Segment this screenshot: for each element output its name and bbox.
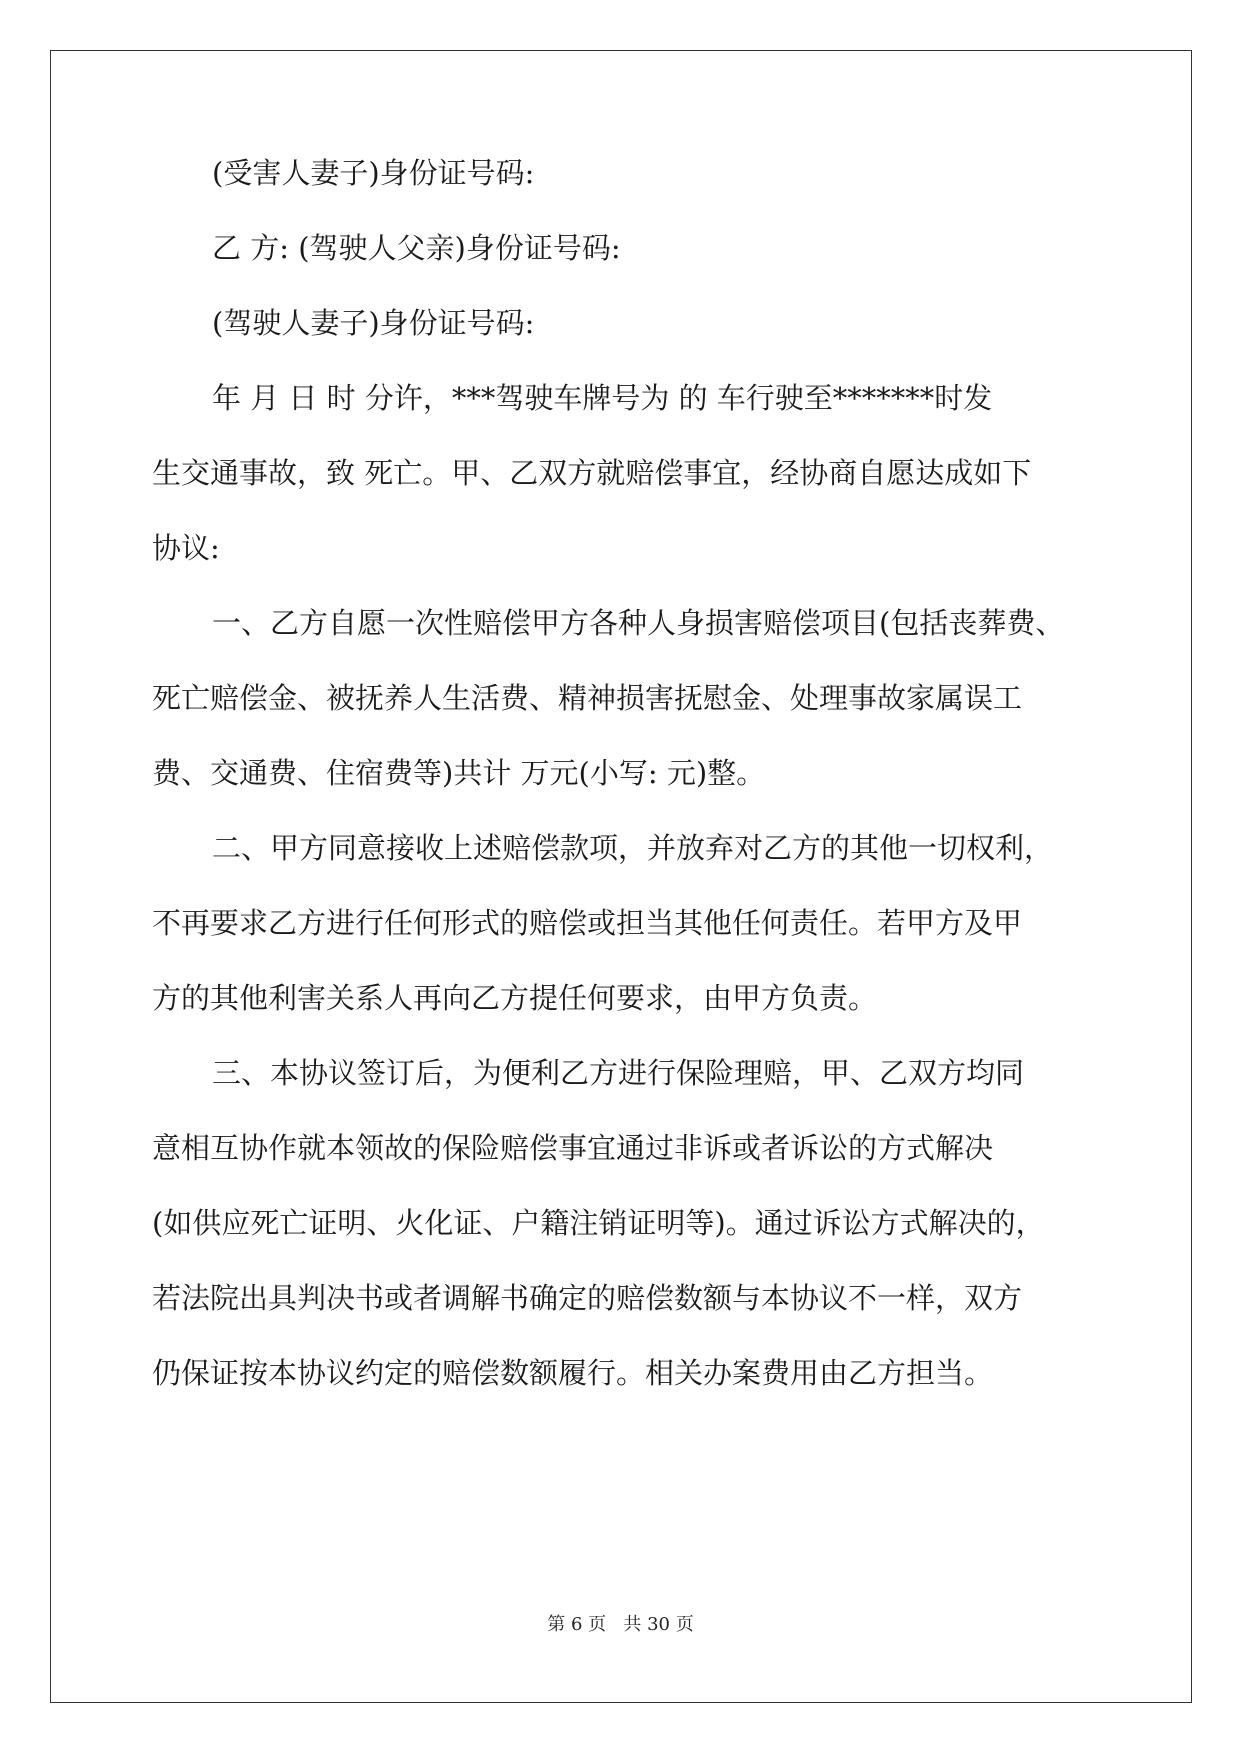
page-number-footer: 第 6 页 共 30 页 bbox=[547, 1614, 694, 1635]
clause-two-line-1: 二、甲方同意接收上述赔偿款项，并放弃对乙方的其他一切权利， bbox=[212, 831, 1054, 865]
accident-paragraph-line-1: 年 月 日 时 分许，***驾驶车牌号为 的 车行驶至*******时发 bbox=[212, 381, 993, 415]
clause-three-line-1: 三、本协议签订后，为便利乙方进行保险理赔，甲、乙双方均同 bbox=[212, 1056, 1025, 1090]
accident-paragraph-line-3: 协议: bbox=[152, 531, 220, 565]
clause-three-line-2: 意相互协作就本领故的保险赔偿事宜通过非诉或者诉讼的方式解决 bbox=[152, 1131, 994, 1165]
page-border bbox=[50, 50, 1192, 1703]
clause-one-line-2: 死亡赔偿金、被抚养人生活费、精神损害抚慰金、处理事故家属误工 bbox=[152, 681, 1023, 715]
victim-wife-id-line: (受害人妻子)身份证号码: bbox=[212, 156, 535, 190]
driver-wife-id-line: (驾驶人妻子)身份证号码: bbox=[212, 306, 535, 340]
clause-three-line-3: (如供应死亡证明、火化证、户籍注销证明等)。通过诉讼方式解决的， bbox=[152, 1206, 1045, 1240]
clause-two-line-2: 不再要求乙方进行任何形式的赔偿或担当其他任何责任。若甲方及甲 bbox=[152, 906, 1023, 940]
party-b-father-id-line: 乙 方: (驾驶人父亲)身份证号码: bbox=[212, 231, 621, 265]
clause-three-line-4: 若法院出具判决书或者调解书确定的赔偿数额与本协议不一样，双方 bbox=[152, 1281, 1023, 1315]
clause-one-line-3: 费、交通费、住宿费等)共计 万元(小写: 元)整。 bbox=[152, 756, 766, 790]
clause-one-line-1: 一、乙方自愿一次性赔偿甲方各种人身损害赔偿项目(包括丧葬费、 bbox=[212, 606, 1065, 640]
clause-two-line-3: 方的其他利害关系人再向乙方提任何要求，由甲方负责。 bbox=[152, 981, 878, 1015]
clause-three-line-5: 仍保证按本协议约定的赔偿数额履行。相关办案费用由乙方担当。 bbox=[152, 1356, 994, 1390]
accident-paragraph-line-2: 生交通事故，致 死亡。甲、乙双方就赔偿事宜，经协商自愿达成如下 bbox=[152, 456, 1032, 490]
